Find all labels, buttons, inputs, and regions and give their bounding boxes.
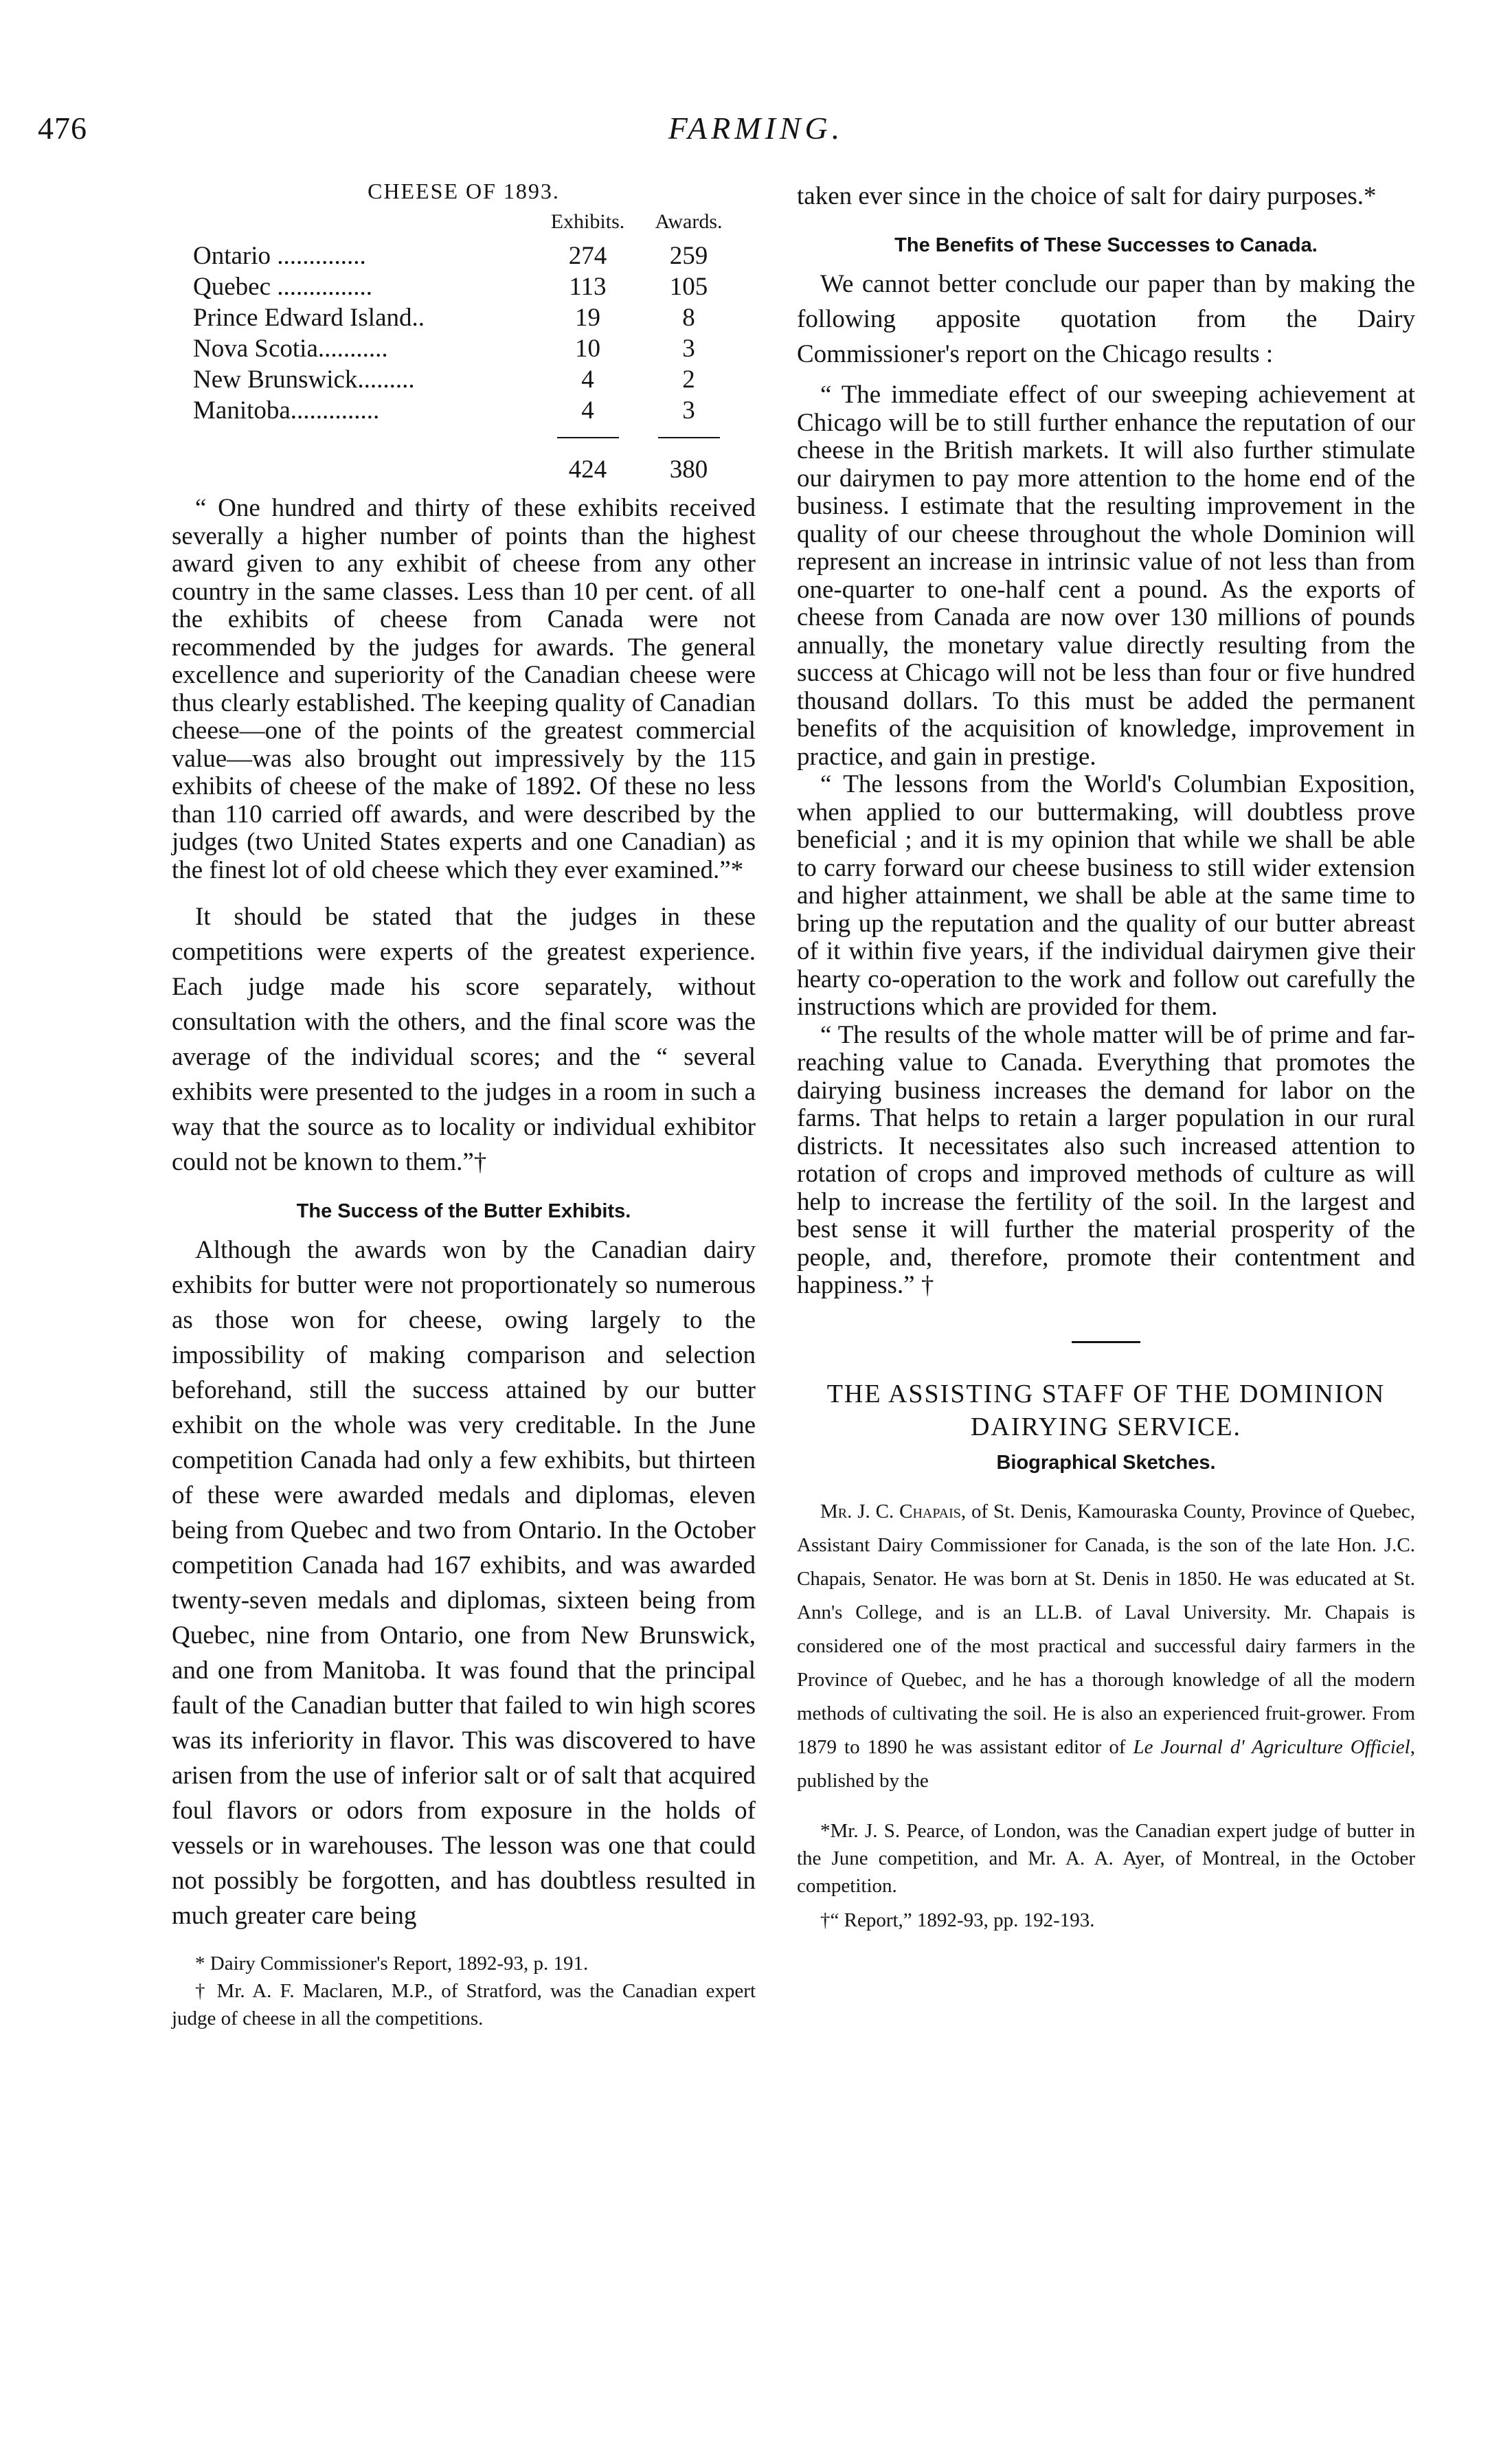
cheese-table (192, 207, 739, 485)
exhibits-count: 10 (575, 335, 600, 363)
judges-paragraph: It should be stated that the judges in these competitions were experts of the greatest experience. Each judge made his score separately, without consultation with the others, and the final score was the average of the individual scores; and the “ several exhibits were presented to the judges in a room in such a way that the source as to locality or individual exhibitor could not be known to them.”† (172, 903, 756, 1176)
total-exhibits: 424 (568, 455, 607, 484)
running-head: FARMING. (668, 111, 844, 146)
exhibits-count: 4 (581, 396, 594, 425)
awards-count: 2 (682, 365, 695, 394)
awards-count: 105 (669, 273, 708, 301)
province-name: Quebec ............... (193, 273, 372, 301)
bio-text: , of St. Denis, Kamouraska County, Province of Quebec, Assistant Dairy Commissioner for Canada, is the son of the late Hon. J.C. Chapais, Senator. He was born at St. Denis in 1850. He was educated at St. Ann's College, and is an LL.B. of Laval University. Mr. Chapais is considered one of the most practical and successful dairy farmers in the Province of Quebec, and he has a thorough knowledge of all the modern methods of cultivating the soil. He is also an experienced fruit-grower. From 1879 to 1890 he was assistant editor of (797, 1500, 1415, 1758)
article-subhead: Biographical Sketches. (996, 1451, 1216, 1474)
exhibits-count: 19 (575, 304, 600, 332)
cheese-table-title: CHEESE OF 1893. (368, 179, 560, 203)
awards-count: 259 (669, 242, 708, 270)
total-awards: 380 (669, 455, 708, 484)
article-title: THE ASSISTING STAFF OF THE DOMINION DAIRYING SERVICE. (826, 1379, 1386, 1441)
left-column (172, 179, 756, 2032)
footnote-dairy-report: * Dairy Commissioner's Report, 1892-93, p. 191. (195, 1953, 589, 1975)
cheese-table-blank-header (192, 207, 537, 240)
province-name: Manitoba.............. (193, 396, 380, 425)
exhibits-count: 4 (581, 365, 594, 394)
left-footnotes (172, 1950, 756, 2032)
bio-journal-title: Le Journal d' Agriculture Officiel (1133, 1735, 1410, 1758)
awards-count: 8 (682, 304, 695, 332)
awards-count: 3 (682, 335, 695, 363)
total-rule (557, 437, 619, 438)
total-row (192, 442, 739, 485)
province-name: Ontario .............. (193, 242, 366, 270)
exhibits-count: 113 (569, 273, 607, 301)
commissioner-quote-1: “ The immediate effect of our sweeping achievement at Chicago will be to still further enhance the reputation of our cheese in the British markets. It will also further stimulate our dairymen to pay more attention to the home end of the business. I estimate that the resulting improvement in the quality of our cheese throughout the whole Dominion will represent an increase in intrinsic value of not less than from one-quarter to one-half cent a pound. As the exports of cheese from Canada are now over 130 millions of pounds annually, the monetary value directly resulting from the success at Chicago will not be less than four or five hundred thousand dollars. To this must be added the permanent benefits of the acquisition of knowledge, improvement in practice, and gain in prestige. (797, 381, 1415, 771)
page-number: 476 (38, 111, 87, 146)
cheese-table-awards-header: Awards. (655, 210, 723, 233)
butter-paragraph: Although the awards won by the Canadian dairy exhibits for butter were not proportionately so numerous as those won for cheese, owing largely to the impossibility of making comparison and selection beforehand, still the success attained by our butter exhibit on the whole was very creditable. In the June competition Canada had only a few exhibits, but thirteen of these were awarded medals and diplomas, eleven being from Quebec and two from Ontario. In the October competition Canada had 167 exhibits, and was awarded twenty-seven medals and diplomas, sixteen being from Quebec, nine from Ontario, one from New Brunswick, and one from Manitoba. It was found that the principal fault of the Canadian butter that failed to win high scores was its inferiority in flavor. This was discovered to have arisen from the use of inferior salt or of salt that acquired foul flavors or odors from exposure in the holds of vessels or in warehouses. The lesson was one that could not possibly be forgotten, and has doubtless resulted in much greater care being (172, 1236, 756, 1930)
benefits-section-heading: The Benefits of These Successes to Canada. (894, 234, 1318, 256)
bio-text-end: , published by the (797, 1735, 1415, 1792)
province-name: New Brunswick......... (193, 365, 415, 394)
table-row (192, 302, 739, 333)
table-row (192, 333, 739, 364)
footnote-maclaren: † Mr. A. F. Maclaren, M.P., of Stratford, was the Canadian expert judge of cheese in all the competitions. (172, 1980, 756, 2029)
province-name: Nova Scotia........... (193, 335, 388, 363)
province-name: Prince Edward Island.. (193, 304, 425, 332)
conclusion-paragraph: We cannot better conclude our paper than by making the following apposite quotation from the Dairy Commissioner's report on the Chicago results : (797, 270, 1415, 368)
commissioner-quote-2: “ The lessons from the World's Columbian Exposition, when applied to our buttermaking, will doubtless prove beneficial ; and it is my opinion that while we shall be able to carry forward our cheese business to still wider extension and higher attainment, we shall be able at the same time to bring up the reputation and the quality of our butter abreast of it within five years, if the individual dairymen give their hearty co-operation to the work and follow out carefully the instructions which are provided for them. (797, 770, 1415, 1021)
butter-section-heading: The Success of the Butter Exhibits. (296, 1200, 631, 1222)
chapais-biography (797, 1495, 1415, 1798)
exhibits-count: 274 (568, 242, 607, 270)
table-row (192, 395, 739, 426)
commissioner-quote-3: “ The results of the whole matter will be of prime and far-reaching value to Canada. Everything that promotes the dairying business increases the demand for labor on the farms. That helps to retain a larger population in our rural districts. It necessitates also such increased attention to rotation of crops and improved methods of culture as will help to increase the fertility of the soil. In the largest and best sense it will further the material prosperity of the people, and, therefore, promote their contentment and happiness.” † (797, 1020, 1415, 1299)
table-row (192, 364, 739, 395)
right-column (797, 179, 1415, 1934)
cheese-quote-paragraph: “ One hundred and thirty of these exhibits received severally a higher number of points than the highest award given to any exhibit of cheese from any other country in the same classes. Less than 10 per cent. of all the exhibits of cheese from Canada were not recommended by the judges for awards. The general excellence and superiority of the Canadian cheese were thus clearly established. The keeping quality of Canadian cheese—one of the points of the greatest commercial value—was also brought out impressively by the 115 exhibits of cheese of the make of 1892. Of these no less than 110 carried off awards, and were described by the judges (two United States experts and one Canadian) as the finest lot of old cheese which they ever examined.”* (172, 494, 756, 884)
section-divider (1072, 1341, 1140, 1343)
table-row (192, 271, 739, 302)
cheese-table-exhibits-header: Exhibits. (550, 210, 625, 233)
total-rule (658, 437, 720, 438)
bio-name: Mr. J. C. Chapais (820, 1500, 961, 1522)
table-row (192, 240, 739, 271)
awards-count: 3 (682, 396, 695, 425)
footnote-report: †“ Report,” 1892-93, pp. 192-193. (820, 1909, 1095, 1931)
total-rule-row (192, 426, 739, 442)
continued-paragraph: taken ever since in the choice of salt for dairy purposes.* (797, 182, 1377, 210)
footnote-pearce: *Mr. J. S. Pearce, of London, was the Canadian expert judge of butter in the June competition, and Mr. A. A. Ayer, of Montreal, in the October competition. (797, 1819, 1415, 1897)
